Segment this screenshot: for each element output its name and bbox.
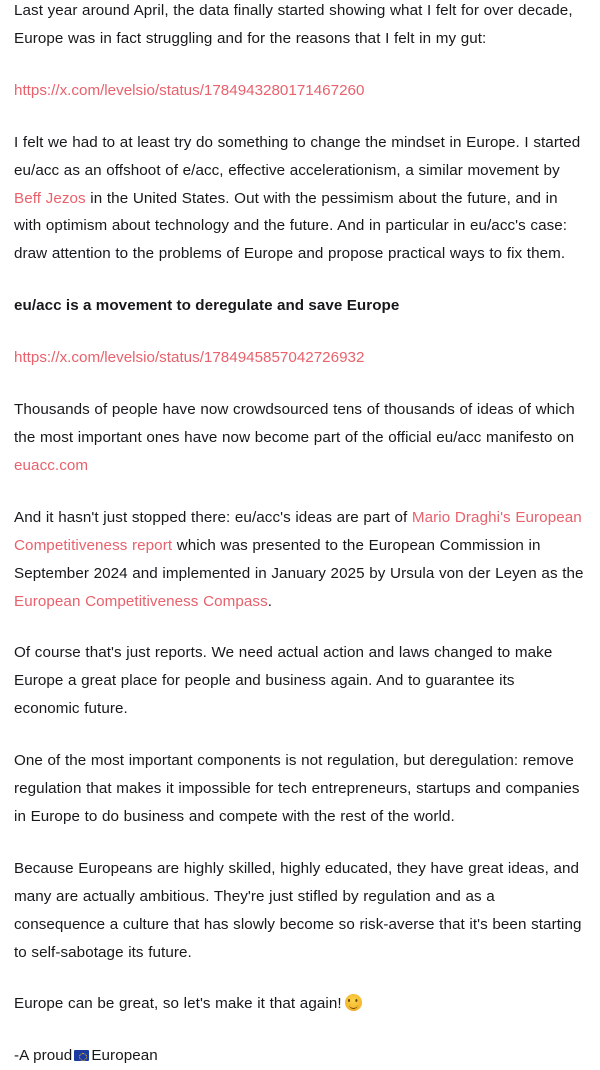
- paragraph-europeans-skilled: Because Europeans are highly skilled, highly educated, they have great ideas, and many are actually ambitious. They're just stifled by regulation and as a consequence a culture that has slowly become so risk-averse that it's been starting to self-sabotage its future.: [14, 859, 582, 961]
- text-segment: .: [267, 592, 273, 610]
- link-draghi-report[interactable]: Mario Draghi's European Competitiveness report: [14, 508, 582, 554]
- paragraph-intro: Last year around April, the data finally started showing what I felt for over decade, Europe was in fact struggling and for the reasons that I felt in my gut:: [14, 2, 573, 47]
- paragraph-deregulation: One of the most important components is not regulation, but deregulation: remove regulation that makes it impossible for tech entrepreneurs, startups and companies in Europe to do business and compete with the rest of the world.: [14, 752, 580, 825]
- paragraph-euacc-origin: [14, 129, 584, 269]
- link-euacc-com[interactable]: euacc.com: [14, 456, 89, 474]
- paragraph-draghi-report: [14, 504, 584, 616]
- signature-prefix: -A proud: [14, 1047, 73, 1065]
- text-segment: in the United States. Out with the pessimism about the future, and in with optimism about technology and the future. And in particular in eu/acc's case: draw attention to the problems of Europe and propose practical ways to fix them.: [14, 189, 568, 263]
- tweet-link-1[interactable]: https://x.com/levelsio/status/1784943280171467260: [14, 81, 365, 99]
- smiling-face-emoji: [345, 994, 362, 1011]
- tweet-link-2[interactable]: https://x.com/levelsio/status/1784945857042726932: [14, 349, 365, 367]
- text-segment: And it hasn't just stopped there: eu/acc's ideas are part of: [14, 508, 412, 526]
- eu-flag-emoji: [74, 1050, 89, 1061]
- link-competitiveness-compass[interactable]: European Competitiveness Compass: [14, 592, 268, 610]
- text-segment: which was presented to the European Commission in September 2024 and implemented in January 2025 by Ursula von der Leyen as the: [14, 536, 584, 582]
- paragraph-manifesto: [14, 396, 584, 480]
- paragraph-reports-action: Of course that's just reports. We need actual action and laws changed to make Europe a great place for people and business again. And to guarantee its economic future.: [14, 644, 553, 718]
- text-segment: Europe can be great, so let's make it that again!: [14, 995, 342, 1013]
- paragraph-closing-call: [14, 990, 584, 1018]
- tweet-link-1-line: [14, 77, 584, 105]
- signature-line: [14, 1042, 584, 1070]
- section-heading-eu-acc-movement: eu/acc is a movement to deregulate and save Europe: [14, 297, 400, 315]
- signature-suffix: European: [91, 1047, 158, 1065]
- text-segment: Thousands of people have now crowdsourced tens of thousands of ideas of which the most important ones have now become part of the official eu/acc manifesto on: [14, 401, 575, 446]
- link-beff-jezos[interactable]: Beff Jezos: [14, 189, 86, 207]
- text-segment: I felt we had to at least try do something to change the mindset in Europe. I started eu/acc as an offshoot of e/acc, effective accelerationism, a similar movement by: [14, 133, 581, 179]
- tweet-link-2-line: [14, 344, 584, 372]
